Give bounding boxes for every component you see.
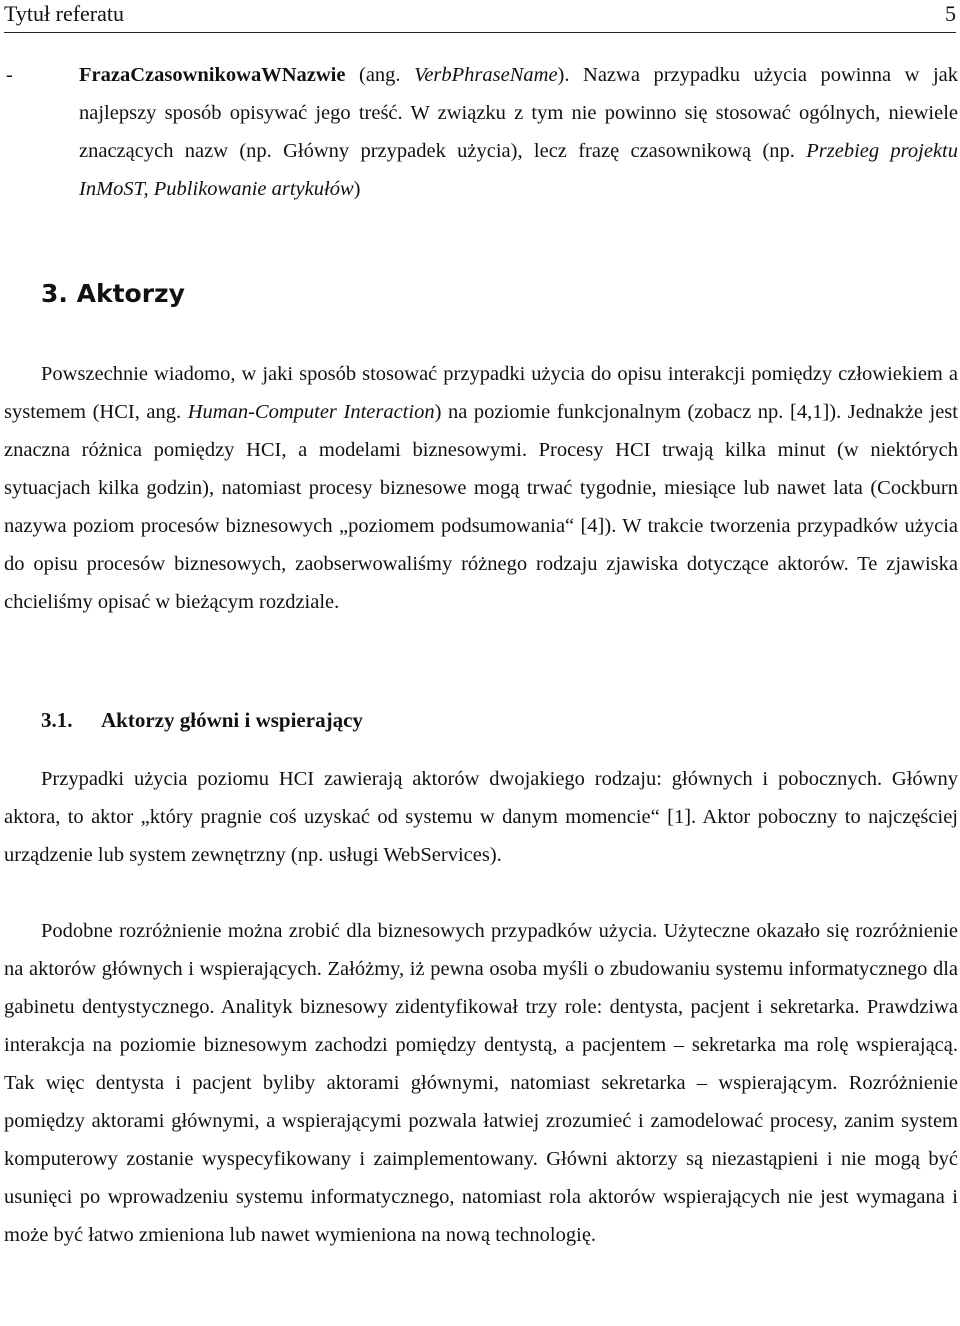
subsection-title: Aktorzy główni i wspierający <box>101 708 363 732</box>
header-title: Tytuł referatu <box>4 1 125 26</box>
paragraph-business-actors <box>4 912 958 1254</box>
bullet-text-end: ) <box>353 178 361 200</box>
section-title: Aktorzy <box>76 279 185 308</box>
page-number: 5 <box>945 1 956 26</box>
bullet-term: FrazaCzasownikowaWNazwie <box>79 64 346 86</box>
paragraph-text: Przypadki użycia poziomu HCI zawierają aktorów dwojakiego rodzaju: głównych i pobocznych. Główny aktora, to aktor „który pragnie coś uzyskać od systemu w danym momencie“ [1]. Aktor poboczny to najczęściej urządzenie lub system zewnętrzny (np. usługi WebServices). <box>4 768 958 866</box>
paragraph-eng-term: Human-Computer Interaction <box>187 401 435 423</box>
paragraph-aktorzy <box>4 355 958 621</box>
bullet-text <box>79 56 958 208</box>
bullet-item <box>4 56 958 208</box>
paragraph-text-cont: ) na poziomie funkcjonalnym (zobacz np. [4,1]). Jednakże jest znaczna różnica pomiędzy HCI, a modelami biznesowymi. Procesy HCI trwają kilka minut (w niektórych sytuacjach kilka godzin), natomiast procesy biznesowe mogą trwać tygodnie, miesiące lub nawet lata (Cockburn nazywa poziom procesów biznesowych „poziomem podsumowania“ [4]). W trakcie tworzenia przypadków użycia do opisu procesów biznesowych, zaobserwowaliśmy różnego rodzaju zjawiska dotyczące aktorów. Te zjawiska chcieliśmy opisać w bieżącym rozdziale. <box>4 401 958 613</box>
section-heading-3-1 <box>41 704 363 736</box>
bullet-example: Przebieg projektu InMoST, Publikowanie artykułów <box>79 140 958 200</box>
paragraph-text: Powszechnie wiadomo, w jaki sposób stosować przypadki użycia do opisu interakcji pomiędzy człowiekiem a systemem (HCI, ang. <box>4 363 958 423</box>
bullet-eng-term: VerbPhraseName <box>414 64 558 86</box>
paragraph-text: Podobne rozróżnienie można zrobić dla biznesowych przypadków użycia. Użyteczne okazało się rozróżnienie na aktorów głównych i wspierających. Załóżmy, iż pewna osoba myśli o zbudowaniu systemu informatycznego dla gabinetu dentystycznego. Analityk biznesowy zidentyfikował trzy role: dentysta, pacjent i sekretarka. Prawdziwa interakcja na poziomie biznesowym zachodzi pomiędzy dentystą, a pacjentem – sekretarka ma rolę wspierającą. Tak więc dentysta i pacjent byliby aktorami głównymi, natomiast sekretarka – wspierającym. Rozróżnienie pomiędzy aktorami głównymi, a wspierającymi pozwala łatwiej zrozumieć i zamodelować procesy, zanim system komputerowy zostanie wyspecyfikowany i zaimplementowany. Główni aktorzy są niezastąpieni i nie mogą być usunięci po wprowadzeniu systemu informatycznego, natomiast rola aktorów wspierających nie jest wymagana i może być łatwo zmieniona lub nawet wymieniona na nową technologię. <box>4 920 958 1246</box>
section-heading-3 <box>41 277 185 311</box>
bullet-dash: - <box>6 64 13 86</box>
page-header <box>4 0 956 33</box>
bullet-pre-eng: (ang. <box>345 64 415 86</box>
section-number: 3. <box>41 279 68 308</box>
paragraph-hci-actors <box>4 760 958 874</box>
subsection-number: 3.1. <box>41 708 73 732</box>
bullet-body-text: ). Nazwa przypadku użycia powinna w jak najlepszy sposób opisywać jego treść. W związku z tym nie powinno się stosować ogólnych, niewiele znaczących nazw (np. Główny przypadek użycia), lecz frazę czasownikową (np. <box>79 64 958 162</box>
